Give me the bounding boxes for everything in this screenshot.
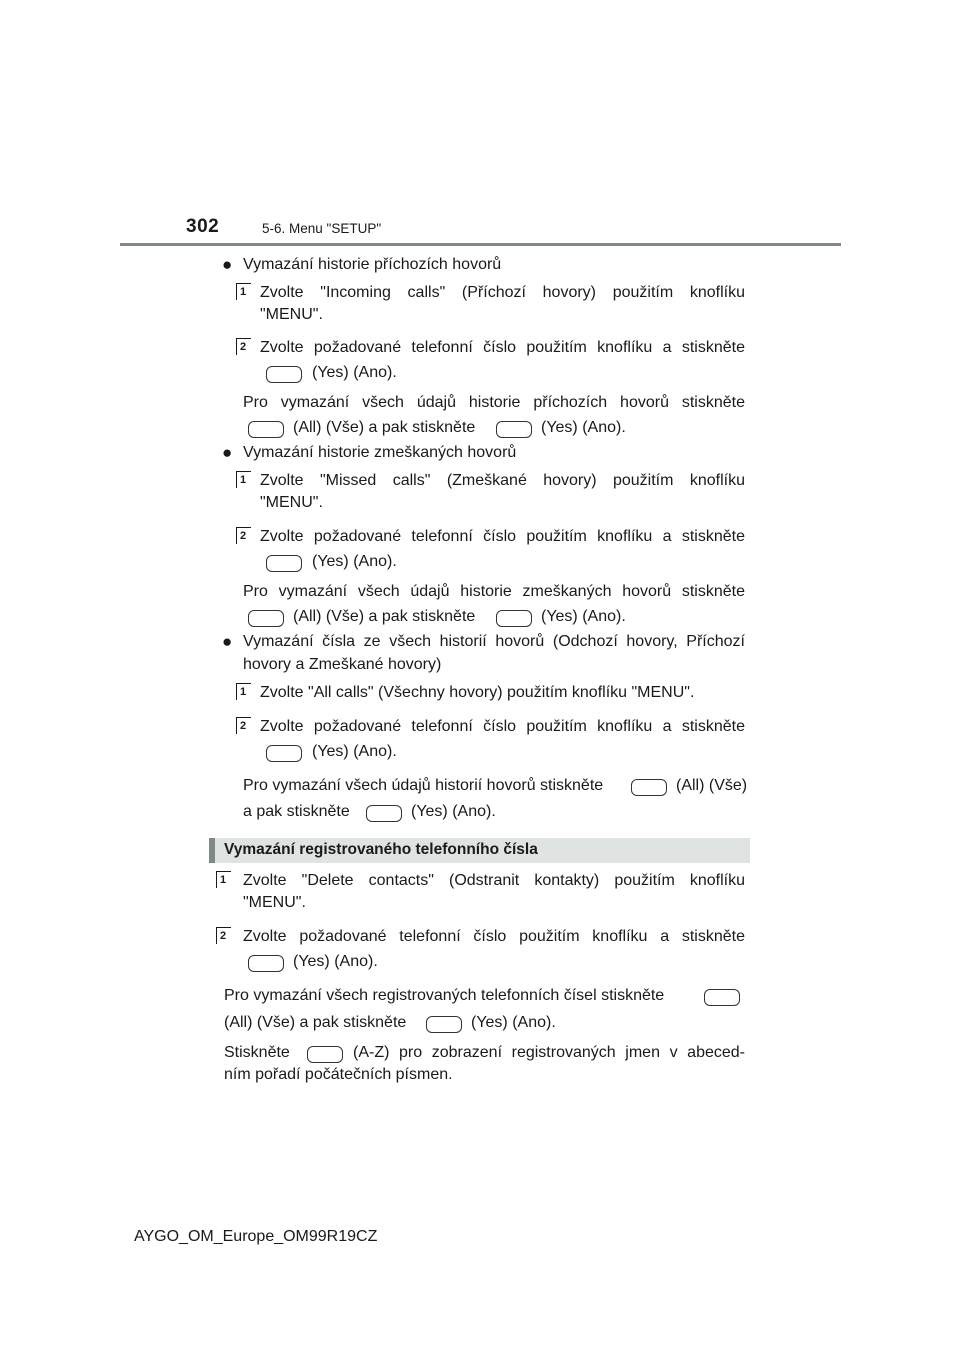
incoming-all-line1: Pro vymazání všech údajů historie příchozích hovorů stiskněte	[243, 394, 745, 411]
bullet-icon: ●	[222, 443, 233, 462]
allcalls-step1-line1: Zvolte "All calls" (Všechny hovory) použitím knoflíku "MENU".	[260, 684, 695, 701]
step-1-marker: 1	[236, 283, 251, 300]
registered-step2-line1: Zvolte požadované telefonní číslo použitím knoflíku a stiskněte	[243, 928, 745, 945]
missed-step1-line1: Zvolte "Missed calls" (Zmeškané hovory) použitím knoflíku	[260, 472, 745, 489]
registered-az-line2: ním pořadí počátečních písmen.	[224, 1066, 453, 1083]
registered-all-line1: Pro vymazání všech registrovaných telefonních čísel stiskněte	[224, 987, 665, 1004]
incoming-step1-line2: "MENU".	[260, 306, 323, 323]
yes-button-icon	[496, 610, 532, 627]
step-1-marker: 1	[236, 471, 251, 488]
section-title: 5-6. Menu "SETUP"	[262, 221, 382, 236]
registered-step2-line2: (Yes) (Ano).	[293, 953, 378, 970]
allcalls-all-line2a: a pak stiskněte	[243, 803, 350, 820]
incoming-step1-line1: Zvolte "Incoming calls" (Příchozí hovory) použitím knoflíku	[260, 284, 745, 301]
missed-step2-line1: Zvolte požadované telefonní číslo použitím knoflíku a stiskněte	[260, 528, 745, 545]
missed-all-line1: Pro vymazání všech údajů historie zmeškaných hovorů stiskněte	[243, 583, 745, 600]
yes-button-icon	[366, 805, 402, 822]
yes-button-icon	[266, 366, 302, 383]
missed-step2-line2: (Yes) (Ano).	[312, 553, 397, 570]
missed-step1-line2: "MENU".	[260, 494, 323, 511]
az-button-icon	[307, 1046, 343, 1063]
step-2-marker: 2	[236, 338, 251, 355]
step-1-marker: 1	[236, 683, 251, 700]
incoming-all-line2b: (Yes) (Ano).	[541, 419, 626, 436]
step-2-marker: 2	[236, 717, 251, 734]
allcalls-all-line1b: (All) (Vše)	[676, 777, 748, 794]
allcalls-all-line2b: (Yes) (Ano).	[411, 803, 496, 820]
header-divider	[120, 243, 841, 246]
incoming-title: Vymazání historie příchozích hovorů	[243, 256, 502, 273]
bullet-icon: ●	[222, 255, 233, 274]
incoming-step2-line1: Zvolte požadované telefonní číslo použitím knoflíku a stiskněte	[260, 339, 745, 356]
registered-all-line2b: (Yes) (Ano).	[471, 1014, 556, 1031]
yes-button-icon	[248, 955, 284, 972]
all-button-icon	[631, 779, 667, 796]
incoming-all-line2a: (All) (Vše) a pak stiskněte	[293, 419, 476, 436]
allcalls-step2-line1: Zvolte požadované telefonní číslo použitím knoflíku a stiskněte	[260, 718, 745, 735]
incoming-step2-line2: (Yes) (Ano).	[312, 364, 397, 381]
step-1-marker: 1	[216, 871, 231, 888]
missed-all-line2b: (Yes) (Ano).	[541, 608, 626, 625]
allcalls-title-line2: hovory a Zmeškané hovory)	[243, 656, 442, 673]
page-number: 302	[186, 216, 220, 237]
all-button-icon	[704, 989, 740, 1006]
registered-az-line1b: (A-Z) pro zobrazení registrovaných jmen v abeced-	[353, 1044, 745, 1061]
allcalls-all-line1a: Pro vymazání všech údajů historií hovorů stiskněte	[243, 777, 604, 794]
step-2-marker: 2	[236, 527, 251, 544]
bullet-icon: ●	[222, 632, 233, 651]
yes-button-icon	[426, 1016, 462, 1033]
registered-step1-line2: "MENU".	[243, 894, 306, 911]
yes-button-icon	[496, 421, 532, 438]
step-2-marker: 2	[216, 927, 231, 944]
document-code: AYGO_OM_Europe_OM99R19CZ	[134, 1228, 378, 1245]
all-button-icon	[248, 421, 284, 438]
yes-button-icon	[266, 555, 302, 572]
missed-all-line2a: (All) (Vše) a pak stiskněte	[293, 608, 476, 625]
allcalls-step2-line2: (Yes) (Ano).	[312, 743, 397, 760]
allcalls-title-line1: Vymazání čísla ze všech historií hovorů (Odchozí hovory, Příchozí	[243, 633, 745, 650]
registered-az-line1a: Stiskněte	[224, 1044, 290, 1061]
subsection-heading-text: Vymazání registrovaného telefonního čísla	[224, 841, 538, 858]
missed-title: Vymazání historie zmeškaných hovorů	[243, 444, 517, 461]
subsection-heading	[209, 838, 750, 863]
registered-all-line2a: (All) (Vše) a pak stiskněte	[224, 1014, 407, 1031]
yes-button-icon	[266, 745, 302, 762]
all-button-icon	[248, 610, 284, 627]
registered-step1-line1: Zvolte "Delete contacts" (Odstranit kontakty) použitím knoflíku	[243, 872, 745, 889]
